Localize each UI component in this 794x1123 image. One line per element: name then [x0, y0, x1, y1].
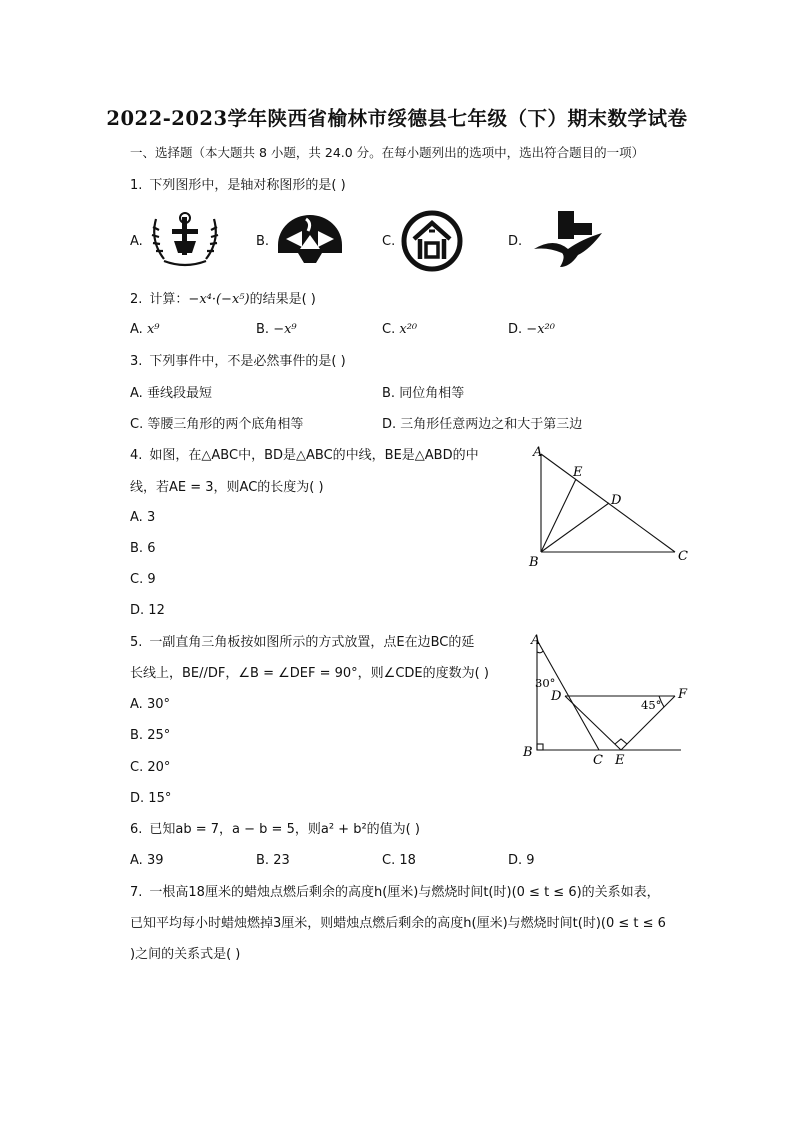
q5-option-a: A. 30° — [130, 697, 170, 712]
segment-bd — [541, 503, 609, 552]
angle-30-label: 30° — [535, 676, 556, 690]
label-d: D — [551, 689, 562, 704]
label-e: E — [573, 465, 583, 480]
q2-option-a: A. x⁹ — [130, 322, 160, 337]
q1-option-a-label: A. — [130, 234, 143, 249]
q3-option-b: B. 同位角相等 — [382, 386, 465, 401]
emblem-icon-b — [272, 209, 348, 273]
q4-triangle-figure — [525, 440, 695, 570]
question-5-stem-line1: 5. 一副直角三角板按如图所示的方式放置，点E在边BC的延 — [130, 635, 475, 650]
q6-option-c: C. 18 — [382, 853, 416, 868]
label-a: A — [531, 633, 541, 648]
emblem-icon-d — [530, 209, 606, 273]
question-5-stem-line2: 长线上，BE//DF，∠B = ∠DEF = 90°，则∠CDE的度数为( ) — [130, 666, 489, 681]
question-2-stem: 2. 计算：−x⁴·(−x⁵)的结果是( ) — [130, 292, 316, 307]
label-d: D — [611, 493, 622, 508]
q6-option-a: A. 39 — [130, 853, 164, 868]
q1-option-b-label: B. — [256, 234, 270, 249]
angle-45-label: 45° — [641, 698, 662, 712]
question-7-stem-line2: 已知平均每小时蜡烛燃掉3厘米，则蜡烛点燃后剩余的高度h(厘米)与燃烧时间t(时)(0 ≤ t ≤ 6 — [130, 916, 666, 931]
label-c: C — [678, 549, 688, 564]
question-7-stem-line1: 7. 一根高18厘米的蜡烛点燃后剩余的高度h(厘米)与燃烧时间t(时)(0 ≤ t ≤ 6)的关系如表， — [130, 885, 660, 900]
q4-option-c: C. 9 — [130, 572, 156, 587]
question-3-stem: 3. 下列事件中，不是必然事件的是( ) — [130, 354, 346, 369]
q4-option-a: A. 3 — [130, 510, 156, 525]
q2-option-b: B. −x⁹ — [256, 322, 297, 337]
section-heading: 一、选择题（本大题共 8 小题，共 24.0 分。在每小题列出的选项中，选出符合题目的一项） — [130, 145, 645, 160]
label-a: A — [533, 445, 543, 460]
label-e: E — [615, 753, 625, 768]
q5-option-d: D. 15° — [130, 791, 172, 806]
q2-option-c: C. x²⁰ — [382, 322, 418, 337]
question-1-stem: 1. 下列图形中，是轴对称图形的是( ) — [130, 178, 346, 193]
emblem-icon-c — [400, 209, 464, 273]
q3-option-d: D. 三角形任意两边之和大于第三边 — [382, 417, 583, 432]
q4-option-b: B. 6 — [130, 541, 156, 556]
q3-option-a: A. 垂线段最短 — [130, 386, 212, 401]
question-6-stem: 6. 已知ab = 7，a − b = 5，则a² + b²的值为( ) — [130, 822, 420, 837]
question-4-stem-line2: 线，若AE = 3，则AC的长度为( ) — [130, 480, 324, 495]
segment-be — [541, 479, 576, 552]
q4-option-d: D. 12 — [130, 603, 165, 618]
page-title: 2022-2023学年陕西省榆林市绥德县七年级（下）期末数学试卷 — [106, 107, 688, 130]
q6-option-b: B. 23 — [256, 853, 290, 868]
question-7-stem-line3: )之间的关系式是( ) — [130, 947, 241, 962]
q5-option-c: C. 20° — [130, 760, 171, 775]
q3-option-c: C. 等腰三角形的两个底角相等 — [130, 417, 304, 432]
label-b: B — [529, 555, 539, 570]
label-f: F — [678, 687, 688, 702]
question-4-stem-line1: 4. 如图，在△ABC中，BD是△ABC的中线，BE是△ABD的中 — [130, 448, 479, 463]
q1-option-d-label: D. — [508, 234, 523, 249]
q6-option-d: D. 9 — [508, 853, 535, 868]
label-b: B — [523, 745, 533, 760]
emblem-icon-a — [148, 209, 222, 271]
q5-option-b: B. 25° — [130, 728, 171, 743]
label-c: C — [593, 753, 603, 768]
q1-option-c-label: C. — [382, 234, 396, 249]
q5-set-squares-figure — [515, 628, 695, 770]
q2-option-d: D. −x²⁰ — [508, 322, 555, 337]
